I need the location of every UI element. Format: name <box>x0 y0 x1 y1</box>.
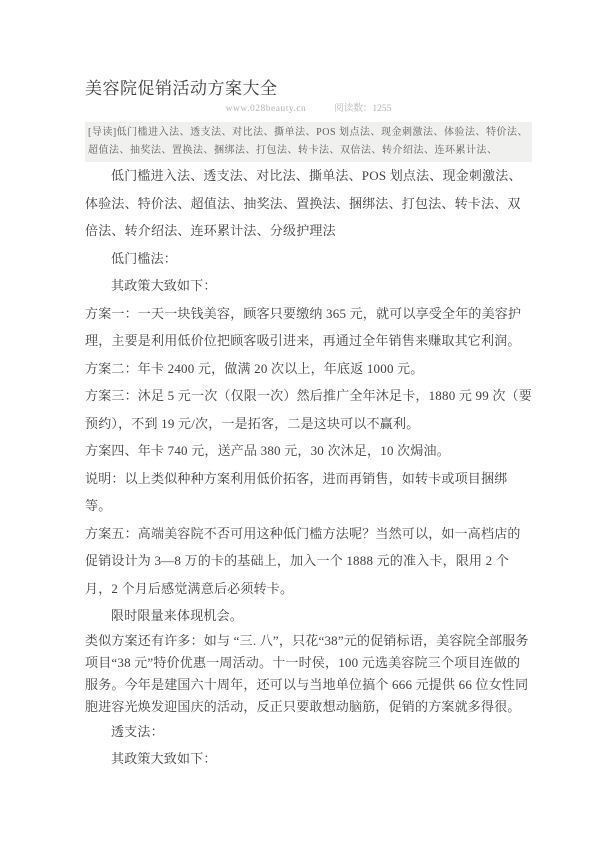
paragraph-plan-2: 方案二：年卡 2400 元，做满 20 次以上，年底返 1000 元。 <box>85 360 424 376</box>
page-title: 美容院促销活动方案大全 <box>85 79 278 98</box>
source-url: www.028beauty.cn <box>225 104 307 114</box>
paragraph-plan-3: 方案三：沐足 5 元一次（仅限一次）然后推广全年沐足卡，1880 元 99 次（要预约），不到 19 元/次，一是拓客，二是这块可以不赢利。 <box>85 388 532 431</box>
article-body <box>85 162 532 773</box>
read-count-value: 1255 <box>372 104 392 114</box>
paragraph-plan-1: 方案一：一天一块钱美容，顾客只要缴纳 365 元，就可以享受全年的美容护理，主要是利用低价位把顾客吸引进来，再通过全年销售来赚取其它利润。 <box>85 305 522 348</box>
heading-low-threshold-method: 低门槛法： <box>111 250 178 266</box>
paragraph-limited-time-note: 限时限量来体现机会。 <box>111 608 244 623</box>
heading-policy-intro-2: 其政策大致如下： <box>111 751 217 766</box>
paragraph-plan-5: 方案五：高端美容院不否可用这种低门槛方法呢？当然可以，如一高档店的促销设计为 3—8 万的卡的基础上，加入一个 1888 元的准入卡，限用 2 个月，2 个月后感觉满意后必须转卡。 <box>85 525 521 596</box>
read-count-label: 阅读数： <box>334 104 373 114</box>
meta-line <box>85 102 532 116</box>
heading-policy-intro: 其政策大致如下： <box>111 278 217 293</box>
article-page <box>85 0 532 773</box>
lead-summary-box: [导读]低门槛进入法、透支法、对比法、撕单法、POS 划点法、现金刺激法、体验法、特价法、超值法、抽奖法、置换法、捆绑法、打包法、转卡法、双倍法、转介绍法、连环累计法、 <box>85 122 532 162</box>
paragraph-note: 说明：以上类似种种方案利用低价拓客，进而再销售，如转卡或项目捆绑等。 <box>85 470 508 513</box>
paragraph-methods-list: 低门槛进入法、透支法、对比法、撕单法、POS 划点法、现金刺激法、体验法、特价法、超值法、抽奖法、置换法、捆绑法、打包法、转卡法、双倍法、转介绍法、连环累计法、分级护理法 <box>85 168 522 238</box>
paragraph-similar-plans: 类似方案还有许多：如与 “三. 八”，只花“38”元的促销标语，美容院全部服务项目“38 元”特价优惠一周活动。十一时侯，100 元选美容院三个项目连做的服务。今年是建国六十周年，还可以与当地单位搞个 666 元提供 66 位女性同胞进容光焕发迎国庆的活动，反正只要敢想动脑筋，促销的方案就多得很。 <box>85 632 529 714</box>
paragraph-plan-4: 方案四、年卡 740 元，送产品 380 元，30 次沐足，10 次焗油。 <box>85 443 450 458</box>
heading-overdraft-method: 透支法： <box>111 723 164 739</box>
